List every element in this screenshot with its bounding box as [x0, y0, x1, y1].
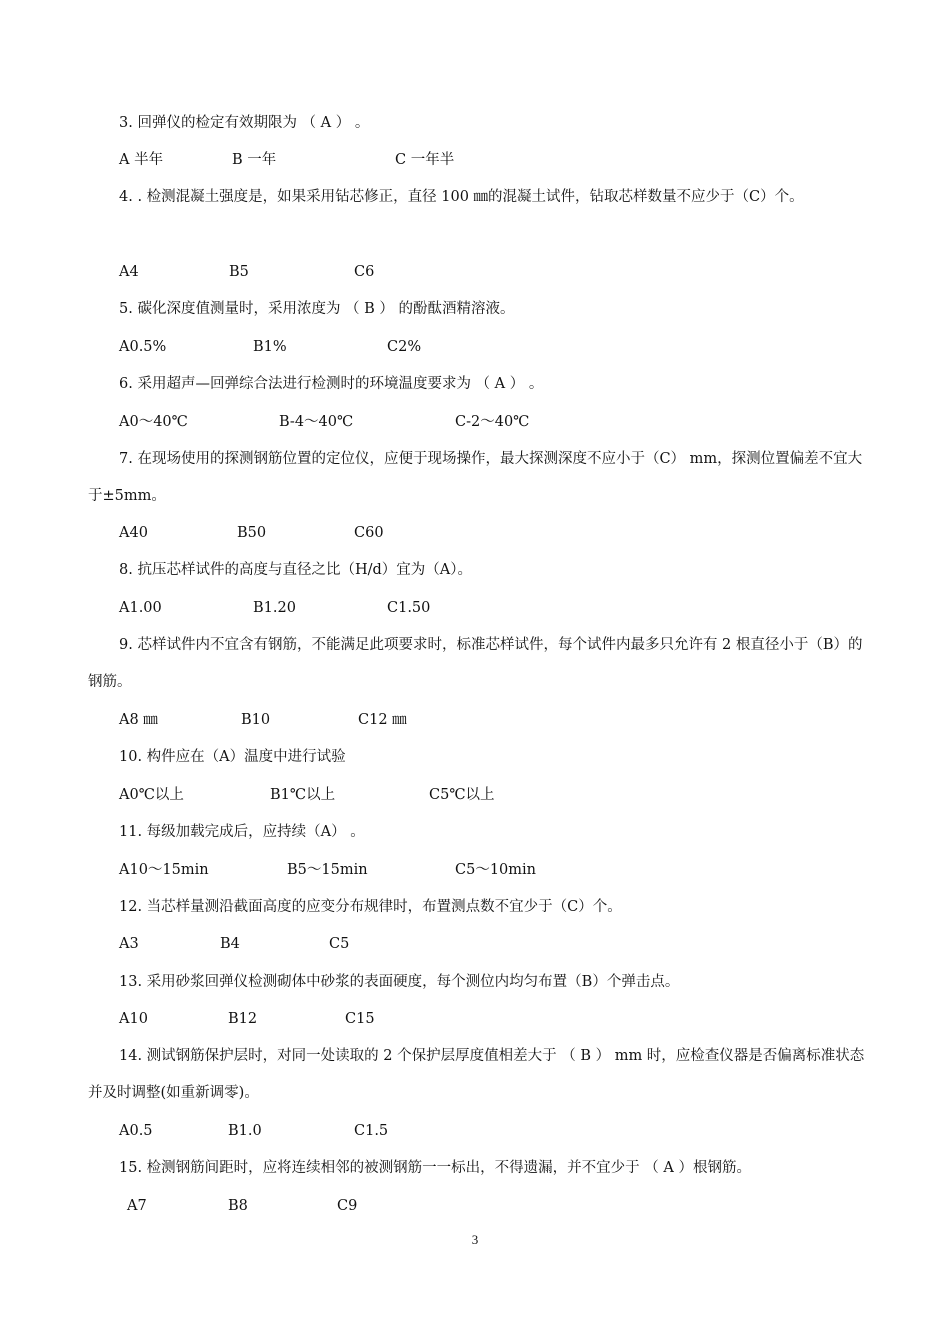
option-a: A3 [119, 936, 139, 952]
option-c: C60 [354, 525, 384, 541]
option-c: C 一年半 [395, 152, 455, 168]
option-c: C1.50 [387, 600, 431, 616]
question-11: 11. 每级加载完成后，应持续（A） 。 [119, 824, 365, 840]
option-c: C2% [387, 339, 422, 355]
option-a: A 半年 [119, 152, 164, 168]
option-b: B 一年 [232, 152, 277, 168]
question-15: 15. 检测钢筋间距时，应将连续相邻的被测钢筋一一标出，不得遗漏，并不宜少于 （ A ）根钢筋。 [119, 1160, 751, 1176]
option-c: C12 ㎜ [358, 712, 407, 728]
option-b: B12 [228, 1011, 258, 1027]
option-c: C5～10min [455, 862, 536, 878]
option-b: B50 [237, 525, 267, 541]
question-10: 10. 构件应在（A）温度中进行试验 [119, 749, 346, 765]
option-b: B-4～40℃ [279, 414, 354, 430]
question-8: 8. 抗压芯样试件的高度与直径之比（H/d）宜为（A）。 [119, 562, 472, 578]
option-a: A10～15min [119, 862, 209, 878]
question-14: 14. 测试钢筋保护层时，对同一处读取的 2 个保护层厚度值相差大于 （ B ） mm 时，应检查仪器是否偏离标准状态并及时调整(如重新调零)。 [88, 1048, 865, 1101]
option-a: A0～40℃ [119, 414, 188, 430]
question-13: 13. 采用砂浆回弹仪检测砌体中砂浆的表面硬度，每个测位内均匀布置（B）个弹击点。 [119, 974, 680, 990]
option-a: A1.00 [119, 600, 162, 616]
option-a: A8 ㎜ [119, 712, 158, 728]
option-b: B5～15min [287, 862, 368, 878]
option-a: A4 [119, 264, 139, 280]
option-c: C15 [345, 1011, 375, 1027]
question-3: 3. 回弹仪的检定有效期限为 （ A ） 。 [119, 115, 370, 131]
option-c: C1.5 [354, 1123, 389, 1139]
option-b: B1.20 [253, 600, 296, 616]
option-b: B10 [241, 712, 271, 728]
option-a: A10 [119, 1011, 148, 1027]
option-b: B4 [220, 936, 240, 952]
option-b: B8 [228, 1198, 248, 1214]
option-a: A0℃以上 [119, 787, 184, 803]
option-a: A0.5 [119, 1123, 153, 1139]
question-9: 9. 芯样试件内不宜含有钢筋，不能满足此项要求时，标准芯样试件，每个试件内最多只允许有 2 根直径小于（B）的钢筋。 [88, 637, 863, 690]
option-b: B1℃以上 [270, 787, 336, 803]
option-b: B5 [229, 264, 249, 280]
question-12: 12. 当芯样量测沿截面高度的应变分布规律时，布置测点数不宜少于（C）个。 [119, 899, 622, 915]
option-a: A40 [119, 525, 148, 541]
option-a: A0.5% [119, 339, 167, 355]
option-c: C9 [337, 1198, 358, 1214]
option-c: C5 [329, 936, 350, 952]
option-a: A7 [127, 1198, 147, 1214]
question-4: 4. . 检测混凝土强度是，如果采用钻芯修正，直径 100 ㎜的混凝土试件，钻取芯样数量不应少于（C）个。 [119, 189, 804, 205]
question-6: 6. 采用超声—回弹综合法进行检测时的环境温度要求为 （ A ） 。 [119, 376, 544, 392]
question-5: 5. 碳化深度值测量时，采用浓度为 （ B ） 的酚酞酒精溶液。 [119, 301, 515, 317]
option-b: B1.0 [228, 1123, 262, 1139]
option-c: C5℃以上 [429, 787, 495, 803]
option-c: C-2～40℃ [455, 414, 530, 430]
page-number: 3 [471, 1232, 479, 1247]
option-c: C6 [354, 264, 375, 280]
question-7: 7. 在现场使用的探测钢筋位置的定位仪，应便于现场操作，最大探测深度不应小于（C） mm，探测位置偏差不宜大于±5mm。 [88, 451, 863, 504]
option-b: B1% [253, 339, 287, 355]
